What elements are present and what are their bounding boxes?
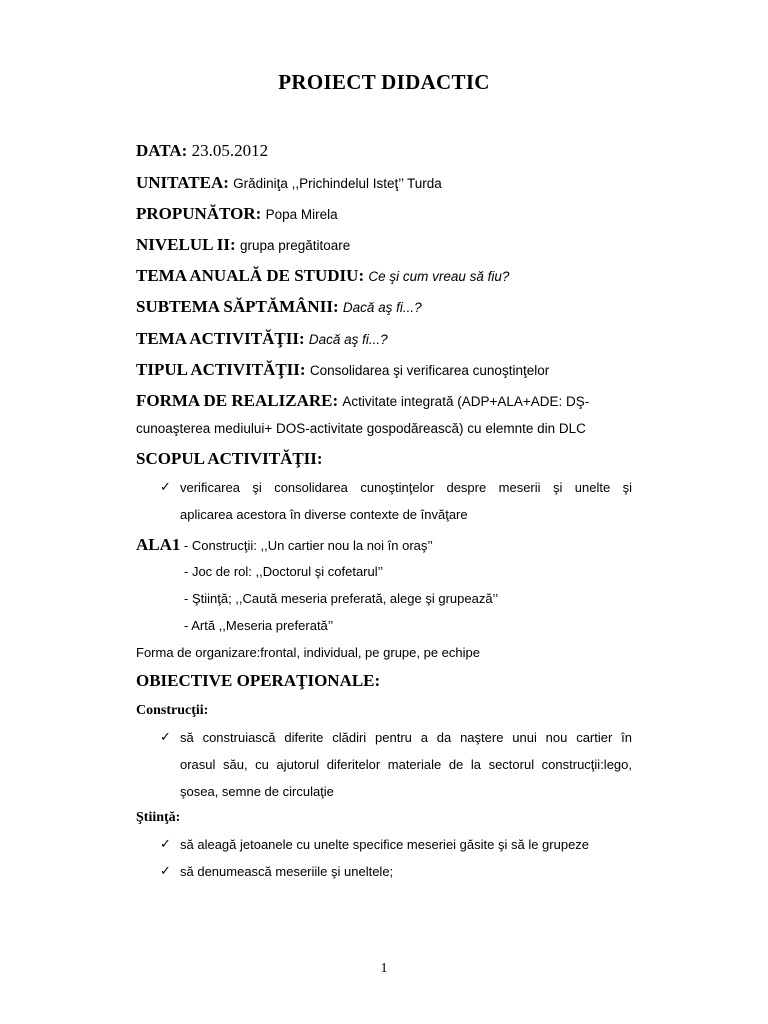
field-nivelul: NIVELUL II: grupa pregătitoare bbox=[136, 235, 351, 254]
constructii-bullet bbox=[160, 724, 632, 805]
field-unitatea-label: UNITATEA bbox=[136, 173, 224, 192]
field-unitatea-value: Grădiniţa ,,Prichindelul Isteţ’’ Turda bbox=[233, 176, 442, 191]
stiinta-label: Ştiinţă: bbox=[136, 810, 181, 825]
scopul-line1: verificarea şi consolidarea cunoştinţelor despre meserii şi unelte şi bbox=[180, 480, 632, 495]
field-tipul-label: TIPUL ACTIVITĂŢII bbox=[136, 360, 300, 379]
field-data: DATA: 23.05.2012 bbox=[136, 141, 269, 160]
field-subtema-label: SUBTEMA SĂPTĂMÂNII bbox=[136, 297, 333, 316]
ala1-label: ALA1 bbox=[136, 535, 181, 554]
field-nivelul-value: grupa pregătitoare bbox=[239, 238, 351, 253]
stiinta-bullet-2 bbox=[160, 858, 632, 885]
field-data-value: 23.05.2012 bbox=[191, 141, 269, 160]
field-tema-activitatii-value: Dacă aş fi...? bbox=[308, 332, 388, 347]
field-tema-anuala-label: TEMA ANUALĂ DE STUDIU bbox=[136, 266, 359, 285]
forma-organizare: Forma de organizare:frontal, individual, pe grupe, pe echipe bbox=[136, 645, 480, 660]
constructii-label: Construcţii: bbox=[136, 703, 209, 718]
page-title: PROIECT DIDACTIC bbox=[278, 70, 490, 94]
checkmark-icon: ✓ bbox=[160, 480, 171, 495]
constructii-line2: orasul său, cu ajutorul diferitelor materiale de la sectorul construcţii:lego, bbox=[180, 757, 632, 772]
field-propunator-label: PROPUNĂTOR bbox=[136, 204, 256, 223]
scopul-heading-text: SCOPUL ACTIVITĂŢII: bbox=[136, 449, 323, 468]
stiinta-item-1: să aleagă jetoanele cu unelte specifice meseriei găsite şi să le grupeze bbox=[180, 837, 590, 852]
field-tema-anuala-value: Ce şi cum vreau să fiu? bbox=[368, 269, 510, 284]
constructii-line3: şosea, semne de circulaţie bbox=[180, 784, 334, 799]
field-tema-activitatii-label: TEMA ACTIVITĂŢII bbox=[136, 329, 299, 348]
field-forma-label: FORMA DE REALIZARE bbox=[136, 391, 333, 410]
scopul-heading bbox=[136, 449, 323, 469]
checkmark-icon: ✓ bbox=[160, 864, 171, 879]
field-forma-value-line2: cunoaşterea mediului+ DOS-activitate gospodărească) cu elemnte din DLC bbox=[136, 421, 586, 436]
scopul-line2: aplicarea acestora în diverse contexte de învăţare bbox=[180, 507, 468, 522]
field-tema-anuala: TEMA ANUALĂ DE STUDIU: Ce şi cum vreau să fiu? bbox=[136, 266, 510, 285]
field-forma-value-line1: Activitate integrată (ADP+ALA+ADE: DŞ- bbox=[342, 394, 590, 409]
ala1-item-4: - Artă ,,Meseria preferată’’ bbox=[184, 618, 334, 633]
field-forma-line2 bbox=[136, 421, 586, 438]
field-tema-activitatii: TEMA ACTIVITĂŢII: Dacă aş fi...? bbox=[136, 329, 388, 348]
constructii-line1: să construiască diferite clădiri pentru a da naştere unui nou cartier în bbox=[180, 730, 632, 745]
scopul-bullet bbox=[160, 474, 632, 528]
ala1-item-2: - Joc de rol: ,,Doctorul şi cofetarul’’ bbox=[184, 564, 384, 579]
field-propunator-value: Popa Mirela bbox=[265, 207, 338, 222]
field-nivelul-label: NIVELUL II bbox=[136, 235, 231, 254]
ala1-row bbox=[136, 535, 433, 555]
field-forma: FORMA DE REALIZARE: Activitate integrată (ADP+ALA+ADE: DŞ- bbox=[136, 391, 590, 410]
field-propunator: PROPUNĂTOR: Popa Mirela bbox=[136, 204, 338, 223]
page-number: 1 bbox=[380, 961, 388, 976]
field-data-label: DATA bbox=[136, 141, 182, 160]
field-subtema-value: Dacă aş fi...? bbox=[342, 300, 422, 315]
field-tipul: TIPUL ACTIVITĂŢII: Consolidarea şi verificarea cunoştinţelor bbox=[136, 360, 550, 379]
stiinta-bullet-1 bbox=[160, 831, 632, 858]
obiective-heading bbox=[136, 671, 380, 691]
field-tipul-value: Consolidarea şi verificarea cunoştinţelor bbox=[309, 363, 550, 378]
ala1-item-3: - Ştiinţă; ,,Caută meseria preferată, alege şi grupează’’ bbox=[184, 591, 499, 606]
ala1-item-1: - Construcţii: ,,Un cartier nou la noi în oraş’’ bbox=[183, 538, 433, 553]
checkmark-icon: ✓ bbox=[160, 730, 171, 745]
obiective-heading-text: OBIECTIVE OPERAŢIONALE: bbox=[136, 671, 381, 690]
field-subtema: SUBTEMA SĂPTĂMÂNII: Dacă aş fi...? bbox=[136, 297, 422, 316]
field-unitatea: UNITATEA: Grădiniţa ,,Prichindelul Isteţ’’ Turda bbox=[136, 173, 442, 192]
checkmark-icon: ✓ bbox=[160, 837, 171, 852]
stiinta-item-2: să denumească meseriile şi uneltele; bbox=[180, 864, 394, 879]
